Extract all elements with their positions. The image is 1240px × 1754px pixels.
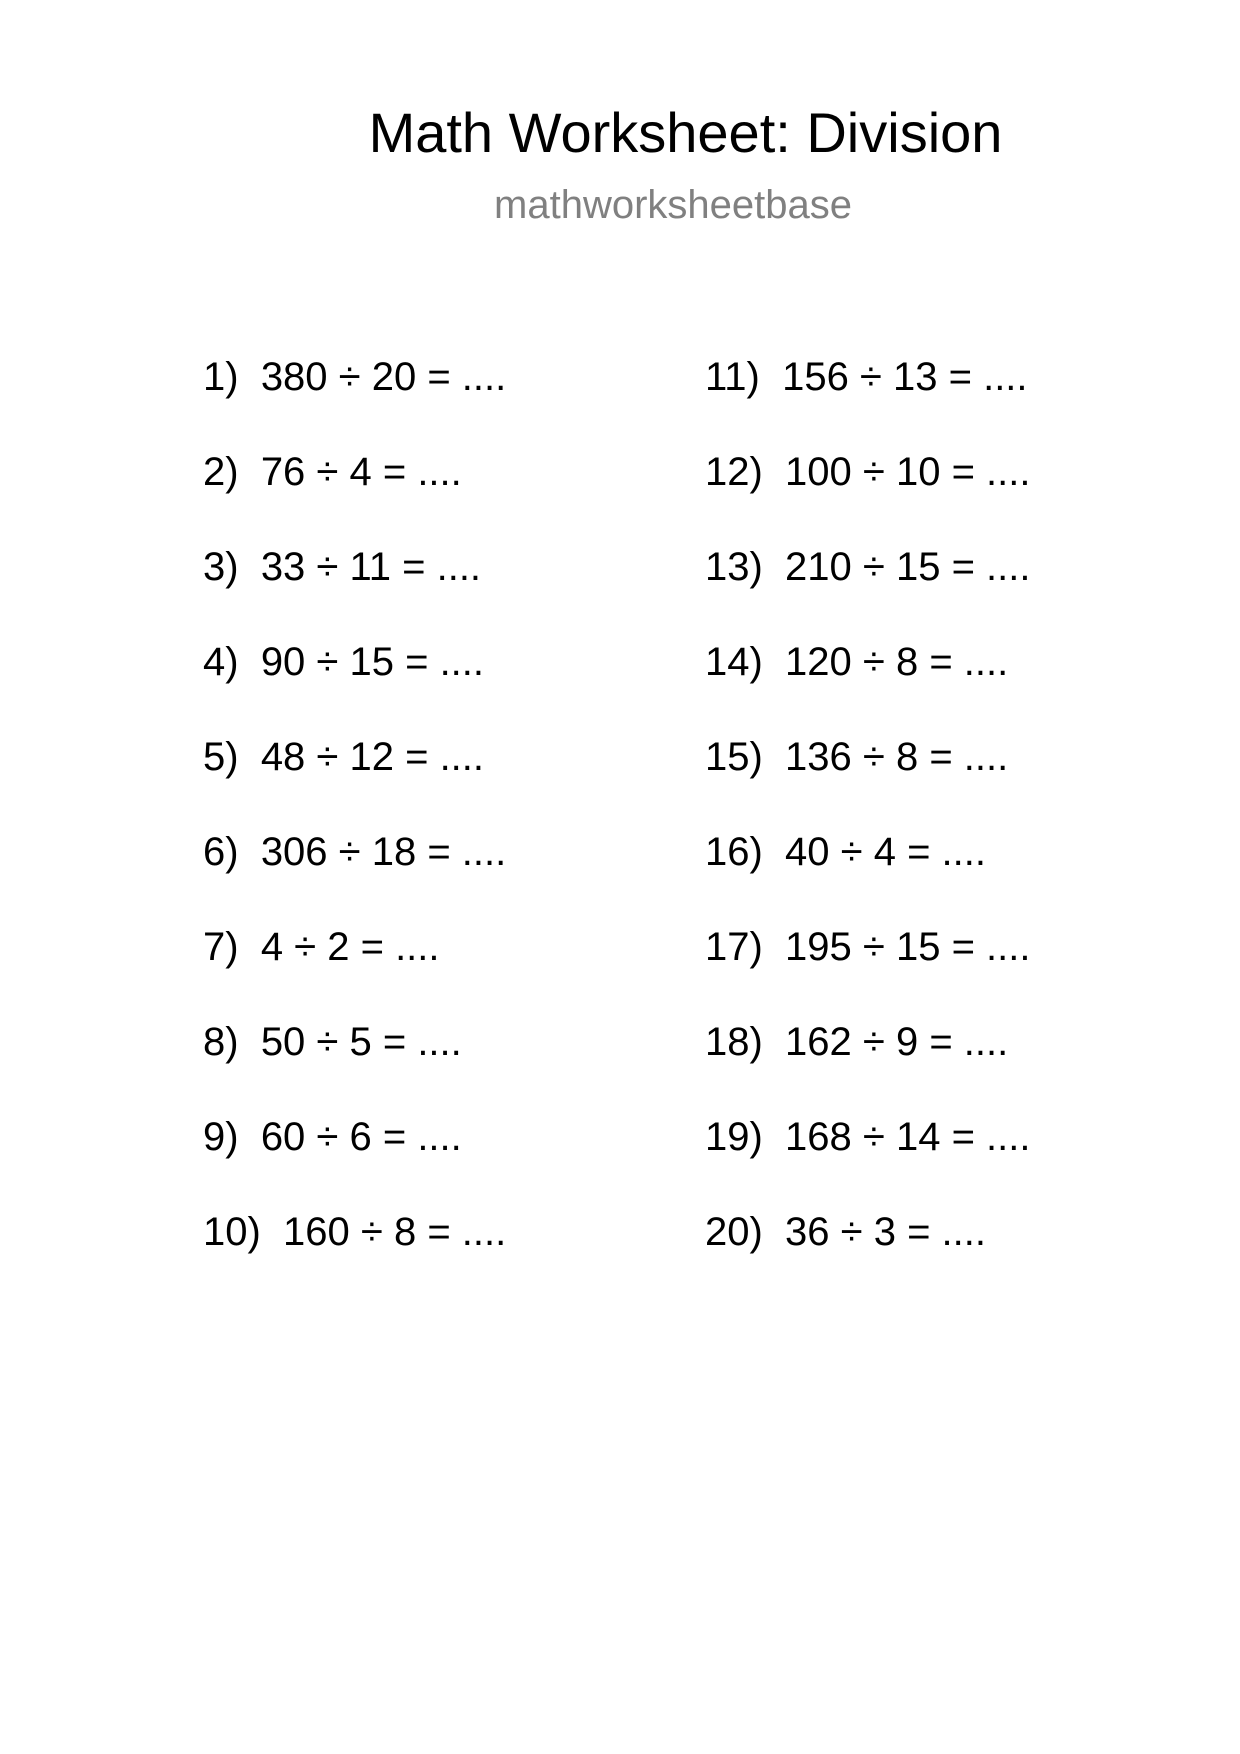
problem-item: [203, 637, 506, 732]
worksheet-subtitle: mathworksheetbase: [494, 183, 852, 227]
problem-number: 3): [203, 545, 239, 589]
problem-item: [705, 352, 1031, 447]
problem-expression: 50 ÷ 5 = ....: [260, 1020, 462, 1064]
problem-item: [705, 1112, 1031, 1207]
problem-item: [705, 922, 1031, 1017]
problem-item: [705, 542, 1031, 637]
problem-expression: 120 ÷ 8 = ....: [785, 640, 1009, 684]
problem-column-left: [203, 352, 506, 1302]
problem-number: 13): [705, 545, 763, 589]
problem-expression: 306 ÷ 18 = ....: [260, 830, 507, 874]
problem-expression: 156 ÷ 13 = ....: [782, 355, 1028, 399]
problem-item: [203, 447, 506, 542]
problem-number: 14): [705, 640, 763, 684]
problem-number: 17): [705, 925, 763, 969]
problem-expression: 380 ÷ 20 = ....: [260, 355, 507, 399]
problem-column-right: [705, 352, 1031, 1302]
problem-expression: 48 ÷ 12 = ....: [260, 735, 485, 779]
problem-expression: 136 ÷ 8 = ....: [785, 735, 1009, 779]
worksheet-title: Math Worksheet: Division: [368, 101, 1003, 164]
problem-number: 18): [705, 1020, 763, 1064]
problem-number: 1): [203, 355, 239, 399]
problem-number: 19): [705, 1115, 763, 1159]
problem-expression: 90 ÷ 15 = ....: [260, 640, 485, 684]
problem-number: 10): [203, 1210, 261, 1254]
problem-expression: 60 ÷ 6 = ....: [260, 1115, 462, 1159]
problem-number: 20): [705, 1210, 763, 1254]
problem-number: 4): [203, 640, 239, 684]
problem-expression: 162 ÷ 9 = ....: [785, 1020, 1009, 1064]
problem-expression: 76 ÷ 4 = ....: [260, 450, 462, 494]
problem-item: [705, 637, 1031, 732]
problem-expression: 40 ÷ 4 = ....: [785, 830, 987, 874]
problem-item: [705, 447, 1031, 542]
problem-item: [203, 732, 506, 827]
problem-item: [705, 827, 1031, 922]
problem-item: [203, 922, 506, 1017]
problem-expression: 4 ÷ 2 = ....: [260, 925, 440, 969]
problem-item: [705, 1017, 1031, 1112]
problem-item: [203, 1207, 506, 1302]
problem-number: 7): [203, 925, 239, 969]
problem-item: [203, 542, 506, 637]
problem-expression: 195 ÷ 15 = ....: [785, 925, 1031, 969]
problem-expression: 36 ÷ 3 = ....: [785, 1210, 987, 1254]
problem-number: 11): [705, 355, 760, 399]
problem-number: 2): [203, 450, 239, 494]
problem-number: 16): [705, 830, 763, 874]
problem-number: 12): [705, 450, 763, 494]
problem-expression: 100 ÷ 10 = ....: [785, 450, 1031, 494]
problem-expression: 33 ÷ 11 = ....: [260, 545, 482, 589]
problem-expression: 210 ÷ 15 = ....: [785, 545, 1031, 589]
problem-number: 15): [705, 735, 763, 779]
problem-item: [705, 732, 1031, 827]
problem-number: 5): [203, 735, 239, 779]
problem-expression: 168 ÷ 14 = ....: [785, 1115, 1031, 1159]
problem-number: 9): [203, 1115, 239, 1159]
problem-item: [705, 1207, 1031, 1302]
problem-item: [203, 1112, 506, 1207]
problem-expression: 160 ÷ 8 = ....: [283, 1210, 507, 1254]
problem-item: [203, 1017, 506, 1112]
problem-item: [203, 352, 506, 447]
problem-item: [203, 827, 506, 922]
problem-number: 8): [203, 1020, 239, 1064]
problem-number: 6): [203, 830, 239, 874]
